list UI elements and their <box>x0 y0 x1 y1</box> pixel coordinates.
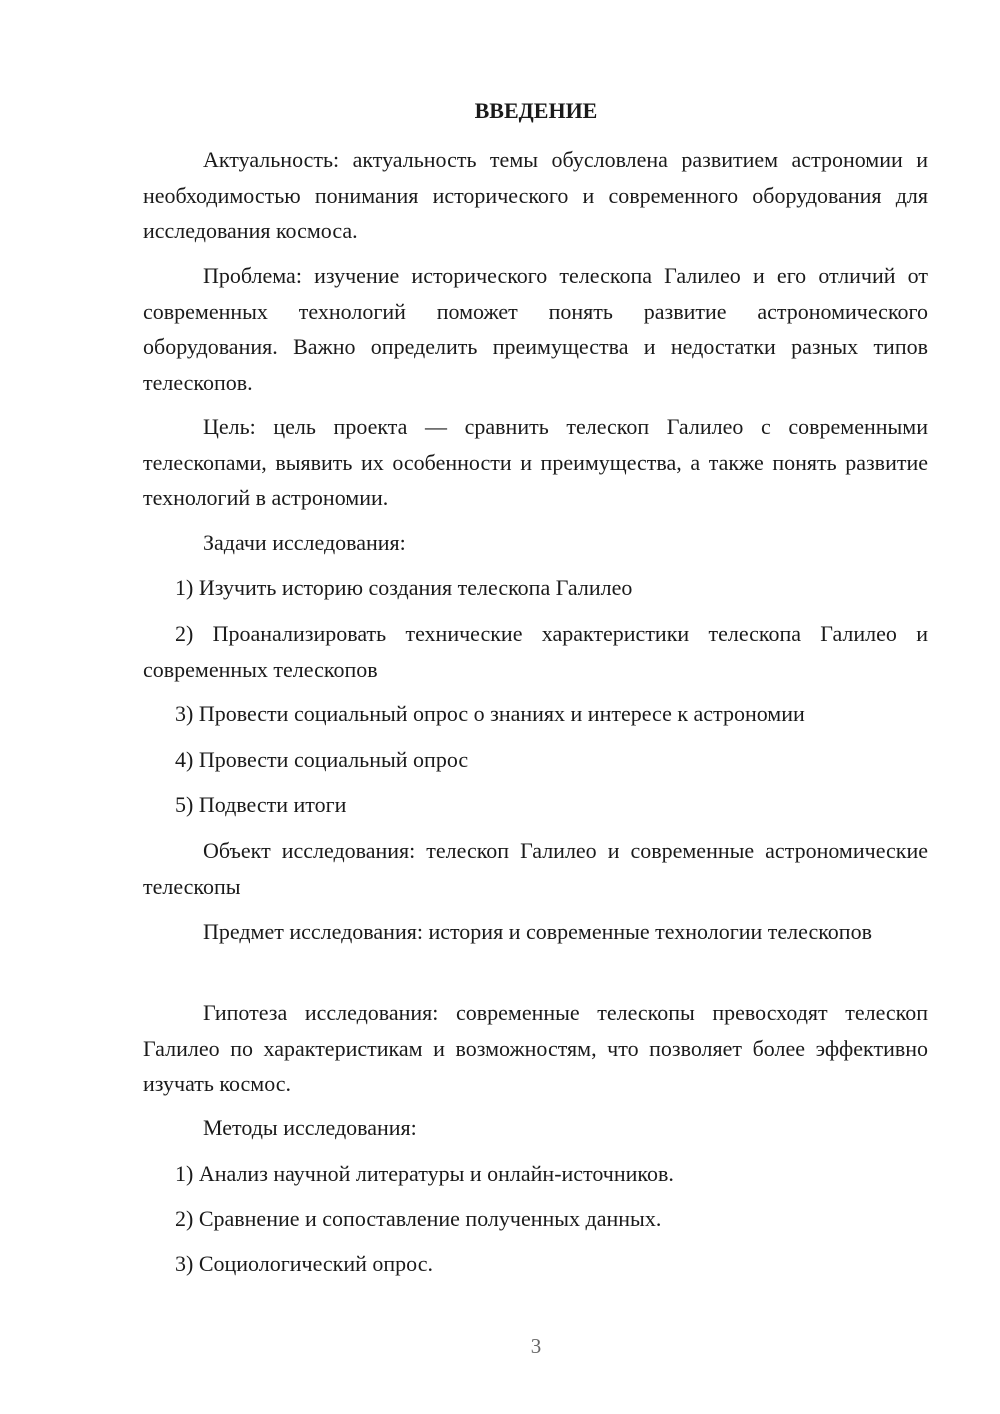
paragraph-object: Объект исследования: телескоп Галилео и современные астрономические телескопы <box>143 838 928 899</box>
page-number: 3 <box>530 1334 542 1358</box>
method-item: 2) Сравнение и сопоставление полученных данных. <box>175 1206 662 1231</box>
tasks-heading: Задачи исследования: <box>203 530 406 555</box>
task-item: 1) Изучить историю создания телескопа Галилео <box>175 575 633 600</box>
paragraph-relevance: Актуальность: актуальность темы обусловлена развитием астрономии и необходимостью понимания исторического и современного оборудования для исследования космоса. <box>143 147 928 243</box>
paragraph-hypothesis: Гипотеза исследования: современные телескопы превосходят телескоп Галилео по характеристикам и возможностям, что позволяет более эффективно изучать космос. <box>143 1000 928 1096</box>
methods-heading: Методы исследования: <box>203 1115 417 1140</box>
paragraph-subject: Предмет исследования: история и современные технологии телескопов <box>203 919 872 944</box>
paragraph-goal: Цель: цель проекта — сравнить телескоп Галилео с современными телескопами, выявить их особенности и преимущества, а также понять развитие технологий в астрономии. <box>143 414 928 510</box>
method-item: 1) Анализ научной литературы и онлайн-источников. <box>175 1161 674 1186</box>
method-item: 3) Социологический опрос. <box>175 1251 433 1276</box>
task-item: 3) Провести социальный опрос о знаниях и интересе к астрономии <box>175 701 805 726</box>
task-item: 5) Подвести итоги <box>175 792 347 817</box>
paragraph-problem: Проблема: изучение исторического телескопа Галилео и его отличий от современных технологий поможет понять развитие астрономического оборудования. Важно определить преимущества и недостатки разных типов телескопов. <box>143 263 928 395</box>
task-item: 2) Проанализировать технические характеристики телескопа Галилео и современных телескопов <box>143 621 928 682</box>
section-title: ВВЕДЕНИЕ <box>474 98 598 123</box>
task-item: 4) Провести социальный опрос <box>175 747 469 772</box>
